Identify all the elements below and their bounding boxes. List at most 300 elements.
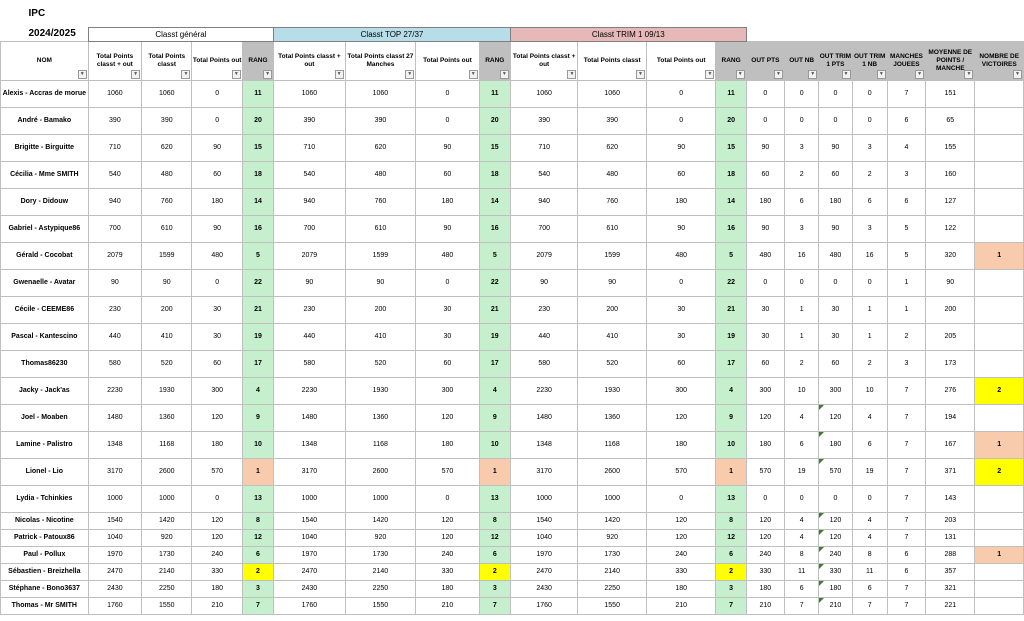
cell-top-total-classt[interactable]: 520 <box>345 350 416 377</box>
cell-nombre-victoires[interactable]: 2 <box>975 377 1024 404</box>
cell-manches-jouees[interactable]: 2 <box>887 323 925 350</box>
cell-trim-total-classt[interactable]: 1420 <box>578 512 647 529</box>
cell-general-rang[interactable]: 22 <box>242 269 273 296</box>
cell-general-total-classt[interactable]: 200 <box>142 296 192 323</box>
cell-top-points-out[interactable]: 0 <box>416 485 479 512</box>
cell-nom[interactable]: Jacky - Jack'as <box>1 377 89 404</box>
cell-out-nb[interactable]: 11 <box>785 563 819 580</box>
cell-nombre-victoires[interactable]: 1 <box>975 546 1024 563</box>
cell-top-total-classt-out[interactable]: 90 <box>274 269 346 296</box>
header-trim-total-classt[interactable]: Total Points classt ▼ <box>578 41 647 80</box>
cell-trim-total-classt[interactable]: 480 <box>578 161 647 188</box>
cell-top-total-classt-out[interactable]: 940 <box>274 188 346 215</box>
cell-general-points-out[interactable]: 180 <box>192 580 242 597</box>
cell-out-trim-pts[interactable]: 120 <box>819 512 852 529</box>
cell-trim-total-classt-out[interactable]: 1000 <box>510 485 578 512</box>
cell-trim-points-out[interactable]: 480 <box>646 242 716 269</box>
cell-out-nb[interactable]: 16 <box>785 242 819 269</box>
cell-trim-total-classt[interactable]: 90 <box>578 269 647 296</box>
cell-out-nb[interactable]: 2 <box>785 350 819 377</box>
cell-general-total-classt[interactable]: 390 <box>142 107 192 134</box>
cell-general-total-classt-out[interactable]: 1060 <box>88 80 141 107</box>
cell-general-rang[interactable]: 5 <box>242 242 273 269</box>
cell-trim-rang[interactable]: 8 <box>716 512 746 529</box>
cell-out-trim-pts[interactable]: 240 <box>819 546 852 563</box>
cell-out-trim-pts[interactable]: 0 <box>819 107 852 134</box>
cell-trim-points-out[interactable]: 570 <box>646 458 716 485</box>
cell-top-total-classt-out[interactable]: 700 <box>274 215 346 242</box>
cell-top-total-classt-out[interactable]: 1540 <box>274 512 346 529</box>
cell-out-pts[interactable]: 30 <box>746 323 784 350</box>
cell-general-total-classt-out[interactable]: 580 <box>88 350 141 377</box>
cell-top-points-out[interactable]: 210 <box>416 597 479 614</box>
cell-trim-total-classt-out[interactable]: 540 <box>510 161 578 188</box>
cell-out-nb[interactable]: 7 <box>785 597 819 614</box>
cell-out-pts[interactable]: 90 <box>746 134 784 161</box>
cell-out-trim-nb[interactable]: 6 <box>852 580 887 597</box>
cell-out-trim-pts[interactable]: 60 <box>819 350 852 377</box>
cell-trim-total-classt[interactable]: 1599 <box>578 242 647 269</box>
cell-manches-jouees[interactable]: 7 <box>887 580 925 597</box>
cell-moyenne[interactable]: 122 <box>926 215 975 242</box>
dropdown-arrow-icon[interactable]: ▼ <box>567 70 576 79</box>
cell-top-points-out[interactable]: 480 <box>416 242 479 269</box>
cell-out-pts[interactable]: 60 <box>746 161 784 188</box>
cell-top-total-classt[interactable]: 1360 <box>345 404 416 431</box>
cell-general-rang[interactable]: 19 <box>242 323 273 350</box>
cell-trim-points-out[interactable]: 120 <box>646 404 716 431</box>
dropdown-arrow-icon[interactable]: ▼ <box>915 70 924 79</box>
cell-manches-jouees[interactable]: 7 <box>887 431 925 458</box>
cell-general-total-classt[interactable]: 1730 <box>142 546 192 563</box>
cell-out-trim-pts[interactable]: 480 <box>819 242 852 269</box>
cell-nom[interactable]: Alexis - Accras de morue <box>1 80 89 107</box>
cell-top-total-classt[interactable]: 200 <box>345 296 416 323</box>
cell-general-total-classt-out[interactable]: 1540 <box>88 512 141 529</box>
table-row[interactable] <box>1 597 1024 614</box>
cell-trim-total-classt-out[interactable]: 1540 <box>510 512 578 529</box>
cell-nombre-victoires[interactable] <box>975 323 1024 350</box>
header-top-total-classt-out[interactable]: Total Points classt + out ▼ <box>274 41 346 80</box>
cell-nombre-victoires[interactable] <box>975 269 1024 296</box>
cell-moyenne[interactable]: 173 <box>926 350 975 377</box>
cell-general-rang[interactable]: 3 <box>242 580 273 597</box>
cell-general-rang[interactable]: 14 <box>242 188 273 215</box>
cell-trim-total-classt-out[interactable]: 2470 <box>510 563 578 580</box>
dropdown-arrow-icon[interactable]: ▼ <box>469 70 478 79</box>
cell-out-nb[interactable]: 6 <box>785 188 819 215</box>
cell-nombre-victoires[interactable] <box>975 512 1024 529</box>
cell-trim-total-classt[interactable]: 390 <box>578 107 647 134</box>
cell-general-points-out[interactable]: 30 <box>192 296 242 323</box>
cell-out-trim-pts[interactable]: 180 <box>819 431 852 458</box>
cell-top-total-classt[interactable]: 1000 <box>345 485 416 512</box>
cell-general-total-classt[interactable]: 1550 <box>142 597 192 614</box>
cell-trim-rang[interactable]: 9 <box>716 404 746 431</box>
cell-trim-rang[interactable]: 13 <box>716 485 746 512</box>
cell-general-points-out[interactable]: 120 <box>192 529 242 546</box>
cell-out-nb[interactable]: 10 <box>785 377 819 404</box>
cell-out-pts[interactable]: 300 <box>746 377 784 404</box>
cell-top-rang[interactable]: 12 <box>479 529 510 546</box>
cell-out-nb[interactable]: 8 <box>785 546 819 563</box>
cell-nombre-victoires[interactable] <box>975 597 1024 614</box>
cell-top-total-classt-out[interactable]: 230 <box>274 296 346 323</box>
cell-moyenne[interactable]: 200 <box>926 296 975 323</box>
cell-general-total-classt[interactable]: 410 <box>142 323 192 350</box>
table-row[interactable] <box>1 242 1024 269</box>
cell-trim-points-out[interactable]: 330 <box>646 563 716 580</box>
cell-trim-points-out[interactable]: 0 <box>646 269 716 296</box>
cell-top-total-classt[interactable]: 610 <box>345 215 416 242</box>
cell-out-trim-pts[interactable]: 180 <box>819 188 852 215</box>
header-trim-rang[interactable]: RANG ▼ <box>716 41 746 80</box>
cell-out-pts[interactable]: 180 <box>746 188 784 215</box>
cell-out-pts[interactable]: 0 <box>746 107 784 134</box>
cell-top-total-classt-out[interactable]: 1480 <box>274 404 346 431</box>
cell-top-total-classt-out[interactable]: 2079 <box>274 242 346 269</box>
cell-out-nb[interactable]: 4 <box>785 404 819 431</box>
cell-general-total-classt-out[interactable]: 2470 <box>88 563 141 580</box>
cell-nom[interactable]: Joel - Moaben <box>1 404 89 431</box>
cell-trim-total-classt[interactable]: 610 <box>578 215 647 242</box>
cell-general-points-out[interactable]: 480 <box>192 242 242 269</box>
cell-general-total-classt[interactable]: 2600 <box>142 458 192 485</box>
cell-trim-rang[interactable]: 1 <box>716 458 746 485</box>
cell-nombre-victoires[interactable] <box>975 580 1024 597</box>
cell-trim-total-classt[interactable]: 620 <box>578 134 647 161</box>
cell-general-total-classt-out[interactable]: 390 <box>88 107 141 134</box>
cell-general-points-out[interactable]: 60 <box>192 350 242 377</box>
cell-moyenne[interactable]: 288 <box>926 546 975 563</box>
cell-moyenne[interactable]: 320 <box>926 242 975 269</box>
cell-general-points-out[interactable]: 120 <box>192 404 242 431</box>
cell-nom[interactable]: Cécile - CEEME86 <box>1 296 89 323</box>
cell-top-points-out[interactable]: 330 <box>416 563 479 580</box>
cell-moyenne[interactable]: 357 <box>926 563 975 580</box>
cell-trim-rang[interactable]: 5 <box>716 242 746 269</box>
cell-manches-jouees[interactable]: 5 <box>887 242 925 269</box>
cell-trim-rang[interactable]: 4 <box>716 377 746 404</box>
cell-trim-points-out[interactable]: 180 <box>646 188 716 215</box>
cell-trim-total-classt[interactable]: 760 <box>578 188 647 215</box>
cell-nom[interactable]: Sébastien - Breizhella <box>1 563 89 580</box>
cell-top-points-out[interactable]: 0 <box>416 80 479 107</box>
cell-out-nb[interactable]: 6 <box>785 431 819 458</box>
cell-general-points-out[interactable]: 90 <box>192 134 242 161</box>
cell-general-total-classt-out[interactable]: 1970 <box>88 546 141 563</box>
cell-general-total-classt-out[interactable]: 1480 <box>88 404 141 431</box>
cell-top-points-out[interactable]: 180 <box>416 431 479 458</box>
cell-general-rang[interactable]: 15 <box>242 134 273 161</box>
cell-moyenne[interactable]: 203 <box>926 512 975 529</box>
cell-nombre-victoires[interactable] <box>975 188 1024 215</box>
header-top-rang[interactable]: RANG ▼ <box>479 41 510 80</box>
cell-general-total-classt[interactable]: 1060 <box>142 80 192 107</box>
cell-trim-total-classt-out[interactable]: 230 <box>510 296 578 323</box>
cell-general-total-classt[interactable]: 2140 <box>142 563 192 580</box>
cell-general-total-classt-out[interactable]: 2230 <box>88 377 141 404</box>
cell-moyenne[interactable]: 194 <box>926 404 975 431</box>
cell-general-rang[interactable]: 17 <box>242 350 273 377</box>
cell-top-total-classt-out[interactable]: 440 <box>274 323 346 350</box>
header-top-total-classt[interactable]: Total Points classt 27 Manches ▼ <box>345 41 416 80</box>
cell-trim-total-classt-out[interactable]: 1348 <box>510 431 578 458</box>
cell-out-trim-nb[interactable]: 6 <box>852 188 887 215</box>
cell-top-total-classt[interactable]: 390 <box>345 107 416 134</box>
header-general-total-classt[interactable]: Total Points classt ▼ <box>142 41 192 80</box>
cell-top-rang[interactable]: 3 <box>479 580 510 597</box>
cell-general-total-classt[interactable]: 480 <box>142 161 192 188</box>
cell-general-rang[interactable]: 12 <box>242 529 273 546</box>
cell-top-total-classt-out[interactable]: 2430 <box>274 580 346 597</box>
cell-top-total-classt[interactable]: 620 <box>345 134 416 161</box>
cell-top-rang[interactable]: 21 <box>479 296 510 323</box>
cell-trim-total-classt-out[interactable]: 1060 <box>510 80 578 107</box>
cell-nom[interactable]: Lamine - Palistro <box>1 431 89 458</box>
cell-top-rang[interactable]: 19 <box>479 323 510 350</box>
cell-top-total-classt[interactable]: 1420 <box>345 512 416 529</box>
cell-top-points-out[interactable]: 120 <box>416 529 479 546</box>
cell-out-pts[interactable]: 120 <box>746 404 784 431</box>
cell-moyenne[interactable]: 155 <box>926 134 975 161</box>
cell-general-total-classt[interactable]: 1000 <box>142 485 192 512</box>
cell-general-total-classt[interactable]: 620 <box>142 134 192 161</box>
dropdown-arrow-icon[interactable]: ▼ <box>877 70 886 79</box>
cell-general-points-out[interactable]: 60 <box>192 161 242 188</box>
cell-out-pts[interactable]: 0 <box>746 485 784 512</box>
cell-general-points-out[interactable]: 300 <box>192 377 242 404</box>
cell-trim-total-classt-out[interactable]: 700 <box>510 215 578 242</box>
cell-nom[interactable]: Thomas - Mr SMITH <box>1 597 89 614</box>
cell-trim-total-classt-out[interactable]: 1040 <box>510 529 578 546</box>
cell-out-nb[interactable]: 4 <box>785 512 819 529</box>
cell-top-points-out[interactable]: 120 <box>416 512 479 529</box>
cell-general-total-classt[interactable]: 1420 <box>142 512 192 529</box>
table-row[interactable] <box>1 404 1024 431</box>
cell-trim-rang[interactable]: 22 <box>716 269 746 296</box>
table-row[interactable] <box>1 431 1024 458</box>
cell-manches-jouees[interactable]: 7 <box>887 485 925 512</box>
dropdown-arrow-icon[interactable]: ▼ <box>335 70 344 79</box>
cell-nombre-victoires[interactable] <box>975 563 1024 580</box>
cell-moyenne[interactable]: 151 <box>926 80 975 107</box>
dropdown-arrow-icon[interactable]: ▼ <box>263 70 272 79</box>
cell-general-points-out[interactable]: 0 <box>192 269 242 296</box>
cell-trim-total-classt-out[interactable]: 1970 <box>510 546 578 563</box>
cell-general-rang[interactable]: 11 <box>242 80 273 107</box>
cell-out-trim-pts[interactable]: 30 <box>819 296 852 323</box>
cell-out-nb[interactable]: 2 <box>785 161 819 188</box>
cell-top-total-classt[interactable]: 410 <box>345 323 416 350</box>
cell-trim-points-out[interactable]: 210 <box>646 597 716 614</box>
header-moyenne[interactable]: MOYENNE DE POINTS / MANCHE ▼ <box>926 41 975 80</box>
cell-moyenne[interactable]: 90 <box>926 269 975 296</box>
cell-out-trim-pts[interactable]: 330 <box>819 563 852 580</box>
cell-general-total-classt[interactable]: 610 <box>142 215 192 242</box>
cell-out-pts[interactable]: 240 <box>746 546 784 563</box>
cell-trim-rang[interactable]: 11 <box>716 80 746 107</box>
cell-top-total-classt[interactable]: 920 <box>345 529 416 546</box>
cell-nombre-victoires[interactable] <box>975 134 1024 161</box>
cell-trim-total-classt-out[interactable]: 2430 <box>510 580 578 597</box>
cell-general-points-out[interactable]: 30 <box>192 323 242 350</box>
cell-top-points-out[interactable]: 120 <box>416 404 479 431</box>
cell-top-total-classt-out[interactable]: 1060 <box>274 80 346 107</box>
cell-general-total-classt-out[interactable]: 90 <box>88 269 141 296</box>
header-manches-jouees[interactable]: MANCHES JOUEES ▼ <box>887 41 925 80</box>
cell-nombre-victoires[interactable]: 1 <box>975 431 1024 458</box>
dropdown-arrow-icon[interactable]: ▼ <box>705 70 714 79</box>
cell-general-total-classt-out[interactable]: 710 <box>88 134 141 161</box>
cell-trim-points-out[interactable]: 0 <box>646 485 716 512</box>
cell-general-rang[interactable]: 18 <box>242 161 273 188</box>
cell-out-trim-pts[interactable]: 120 <box>819 529 852 546</box>
cell-trim-points-out[interactable]: 60 <box>646 350 716 377</box>
cell-top-total-classt[interactable]: 1168 <box>345 431 416 458</box>
cell-out-pts[interactable]: 90 <box>746 215 784 242</box>
cell-trim-total-classt-out[interactable]: 1480 <box>510 404 578 431</box>
cell-top-total-classt[interactable]: 2140 <box>345 563 416 580</box>
cell-out-trim-nb[interactable]: 16 <box>852 242 887 269</box>
cell-nom[interactable]: Thomas86230 <box>1 350 89 377</box>
cell-trim-total-classt[interactable]: 920 <box>578 529 647 546</box>
cell-trim-total-classt[interactable]: 2140 <box>578 563 647 580</box>
cell-out-pts[interactable]: 330 <box>746 563 784 580</box>
table-row[interactable] <box>1 546 1024 563</box>
cell-top-points-out[interactable]: 90 <box>416 215 479 242</box>
cell-out-trim-nb[interactable]: 0 <box>852 80 887 107</box>
cell-moyenne[interactable]: 167 <box>926 431 975 458</box>
cell-manches-jouees[interactable]: 6 <box>887 107 925 134</box>
table-row[interactable] <box>1 107 1024 134</box>
cell-trim-total-classt-out[interactable]: 710 <box>510 134 578 161</box>
cell-out-pts[interactable]: 0 <box>746 80 784 107</box>
cell-top-points-out[interactable]: 570 <box>416 458 479 485</box>
cell-top-total-classt[interactable]: 1930 <box>345 377 416 404</box>
cell-trim-total-classt-out[interactable]: 580 <box>510 350 578 377</box>
cell-general-total-classt-out[interactable]: 440 <box>88 323 141 350</box>
cell-trim-points-out[interactable]: 0 <box>646 107 716 134</box>
cell-nombre-victoires[interactable]: 1 <box>975 242 1024 269</box>
cell-general-points-out[interactable]: 180 <box>192 188 242 215</box>
table-row[interactable] <box>1 188 1024 215</box>
cell-nom[interactable]: Patrick - Patoux86 <box>1 529 89 546</box>
cell-manches-jouees[interactable]: 7 <box>887 404 925 431</box>
header-general-rang[interactable]: RANG ▼ <box>242 41 273 80</box>
cell-out-trim-nb[interactable]: 0 <box>852 107 887 134</box>
cell-nom[interactable]: André - Bamako <box>1 107 89 134</box>
cell-general-points-out[interactable]: 120 <box>192 512 242 529</box>
cell-general-rang[interactable]: 21 <box>242 296 273 323</box>
cell-general-points-out[interactable]: 570 <box>192 458 242 485</box>
cell-out-trim-pts[interactable]: 570 <box>819 458 852 485</box>
cell-nombre-victoires[interactable] <box>975 215 1024 242</box>
cell-general-rang[interactable]: 7 <box>242 597 273 614</box>
cell-trim-rang[interactable]: 12 <box>716 529 746 546</box>
cell-general-total-classt-out[interactable]: 1000 <box>88 485 141 512</box>
cell-top-points-out[interactable]: 60 <box>416 350 479 377</box>
header-out-trim-pts[interactable]: OUT TRIM 1 PTS ▼ <box>819 41 852 80</box>
cell-trim-total-classt-out[interactable]: 90 <box>510 269 578 296</box>
cell-general-points-out[interactable]: 0 <box>192 107 242 134</box>
cell-top-total-classt-out[interactable]: 3170 <box>274 458 346 485</box>
header-top-points-out[interactable]: Total Points out ▼ <box>416 41 479 80</box>
header-out-nb[interactable]: OUT NB ▼ <box>785 41 819 80</box>
dropdown-arrow-icon[interactable]: ▼ <box>736 70 745 79</box>
cell-top-total-classt[interactable]: 1730 <box>345 546 416 563</box>
cell-general-total-classt-out[interactable]: 1760 <box>88 597 141 614</box>
table-row[interactable] <box>1 134 1024 161</box>
cell-top-rang[interactable]: 18 <box>479 161 510 188</box>
cell-general-total-classt[interactable]: 520 <box>142 350 192 377</box>
cell-top-points-out[interactable]: 0 <box>416 107 479 134</box>
header-nom[interactable]: NOM ▼ <box>1 41 89 80</box>
cell-top-rang[interactable]: 22 <box>479 269 510 296</box>
cell-out-pts[interactable]: 30 <box>746 296 784 323</box>
cell-moyenne[interactable]: 131 <box>926 529 975 546</box>
cell-top-points-out[interactable]: 30 <box>416 323 479 350</box>
cell-out-trim-pts[interactable]: 210 <box>819 597 852 614</box>
cell-moyenne[interactable]: 276 <box>926 377 975 404</box>
cell-out-nb[interactable]: 0 <box>785 107 819 134</box>
cell-trim-total-classt[interactable]: 200 <box>578 296 647 323</box>
cell-top-total-classt-out[interactable]: 1760 <box>274 597 346 614</box>
dropdown-arrow-icon[interactable]: ▼ <box>636 70 645 79</box>
cell-moyenne[interactable]: 221 <box>926 597 975 614</box>
cell-trim-total-classt-out[interactable]: 1760 <box>510 597 578 614</box>
cell-top-points-out[interactable]: 90 <box>416 134 479 161</box>
table-row[interactable] <box>1 161 1024 188</box>
cell-top-rang[interactable]: 13 <box>479 485 510 512</box>
dropdown-arrow-icon[interactable]: ▼ <box>842 70 851 79</box>
cell-trim-rang[interactable]: 10 <box>716 431 746 458</box>
header-out-pts[interactable]: OUT PTS ▼ <box>746 41 784 80</box>
table-row[interactable] <box>1 377 1024 404</box>
cell-top-rang[interactable]: 11 <box>479 80 510 107</box>
cell-general-total-classt-out[interactable]: 1040 <box>88 529 141 546</box>
cell-manches-jouees[interactable]: 7 <box>887 529 925 546</box>
cell-general-total-classt-out[interactable]: 940 <box>88 188 141 215</box>
cell-nombre-victoires[interactable] <box>975 404 1024 431</box>
cell-trim-points-out[interactable]: 90 <box>646 215 716 242</box>
cell-nombre-victoires[interactable] <box>975 107 1024 134</box>
cell-general-total-classt-out[interactable]: 1348 <box>88 431 141 458</box>
table-row[interactable] <box>1 529 1024 546</box>
cell-out-pts[interactable]: 120 <box>746 512 784 529</box>
header-general-points-out[interactable]: Total Points out ▼ <box>192 41 242 80</box>
cell-top-rang[interactable]: 16 <box>479 215 510 242</box>
cell-top-rang[interactable]: 8 <box>479 512 510 529</box>
cell-out-trim-pts[interactable]: 30 <box>819 323 852 350</box>
cell-out-nb[interactable]: 19 <box>785 458 819 485</box>
cell-out-trim-nb[interactable]: 7 <box>852 597 887 614</box>
cell-trim-rang[interactable]: 3 <box>716 580 746 597</box>
cell-trim-total-classt[interactable]: 1000 <box>578 485 647 512</box>
cell-top-total-classt-out[interactable]: 2230 <box>274 377 346 404</box>
cell-trim-total-classt[interactable]: 1360 <box>578 404 647 431</box>
table-row[interactable] <box>1 580 1024 597</box>
cell-nom[interactable]: Lionel - Lio <box>1 458 89 485</box>
cell-trim-rang[interactable]: 17 <box>716 350 746 377</box>
cell-general-points-out[interactable]: 180 <box>192 431 242 458</box>
table-row[interactable] <box>1 563 1024 580</box>
cell-manches-jouees[interactable]: 5 <box>887 215 925 242</box>
cell-top-points-out[interactable]: 30 <box>416 296 479 323</box>
cell-general-total-classt[interactable]: 760 <box>142 188 192 215</box>
cell-manches-jouees[interactable]: 7 <box>887 80 925 107</box>
cell-top-rang[interactable]: 14 <box>479 188 510 215</box>
